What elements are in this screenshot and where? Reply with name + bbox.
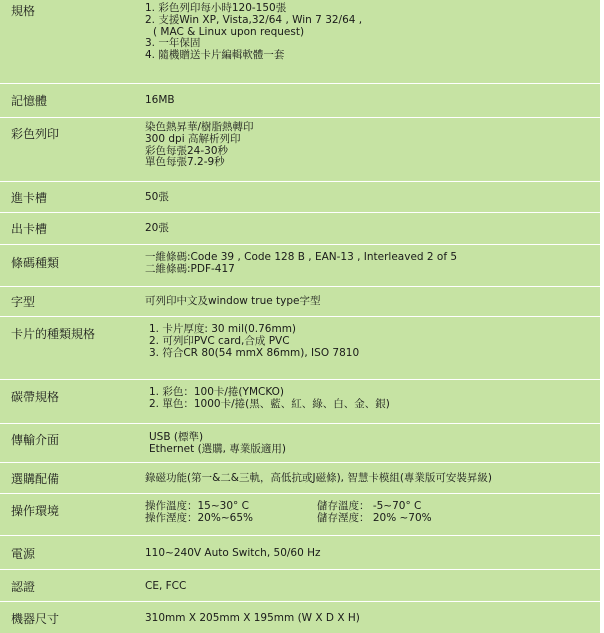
spec-row-card-type: [0, 317, 600, 380]
row-value: 染色熱昇華/樹脂熱轉印 300 dpi 高解析列印 彩色每張24-30秒 單色每張7.2-9秒: [145, 121, 254, 169]
row-value: 1. 彩色列印每小時120-150張 2. 支援Win XP, Vista,32/64 , Win 7 32/64 , ( MAC & Linux upon request) 3. 一年保固 4. 隨機贈送卡片編輯軟體一套: [145, 2, 363, 62]
row-label: 條碼種類: [11, 256, 60, 270]
row-value: USB (標準) Ethernet (選購, 專業版適用): [149, 431, 286, 455]
spec-row-font: [0, 287, 600, 317]
row-label: 選購配備: [11, 472, 60, 486]
row-label: 機器尺寸: [11, 612, 60, 626]
env-line-temperature: 操作溫度：15~30° C 儲存溫度： -5~70° C: [145, 500, 422, 512]
row-label: 彩色列印: [11, 127, 60, 141]
row-label: 電源: [11, 547, 36, 561]
row-label: 規格: [11, 4, 36, 18]
row-value: 20張: [145, 222, 169, 234]
row-label: 出卡槽: [11, 222, 48, 236]
row-value: 一維條碼:Code 39 , Code 128 B , EAN-13 , Interleaved 2 of 5 二維條碼:PDF-417: [145, 251, 458, 275]
row-value: 110~240V Auto Switch, 50/60 Hz: [145, 547, 321, 559]
row-value: 可列印中文及window true type字型: [145, 295, 321, 307]
row-label: 操作環境: [11, 504, 60, 518]
spec-row-color-print: [0, 118, 600, 182]
spec-row-power: [0, 536, 600, 570]
spec-row-output-slot: [0, 213, 600, 245]
row-label: 記憶體: [11, 94, 48, 108]
row-value: [145, 501, 432, 525]
spec-row-environment: [0, 494, 600, 536]
row-value: 16MB: [145, 94, 175, 106]
row-value: 錄磁功能(第一&二&三軌，高低抗或J磁條), 智慧卡模組(專業版可安裝昇級): [145, 472, 493, 484]
row-value: 310mm X 205mm X 195mm (W X D X H): [145, 612, 360, 624]
row-value: 1. 卡片厚度: 30 mil(0.76mm) 2. 可列印PVC card,合成 PVC 3. 符合CR 80(54 mmX 86mm), ISO 7810: [149, 323, 360, 359]
row-label: 碳帶規格: [11, 390, 60, 404]
spec-row-input-slot: [0, 182, 600, 213]
row-label: 傳輸介面: [11, 433, 60, 447]
row-label: 認證: [11, 580, 36, 594]
spec-row-memory: [0, 84, 600, 118]
row-value: 1. 彩色：100卡/捲(YMCKO) 2. 單色：1000卡/捲(黑、藍、紅、綠、白、金、銀): [149, 386, 390, 410]
env-line-humidity: 操作溼度：20%~65% 儲存溼度： 20% ~70%: [145, 511, 432, 524]
spec-row-spec: [0, 0, 600, 84]
spec-row-options: [0, 463, 600, 494]
row-value: CE, FCC: [145, 580, 187, 592]
row-label: 卡片的種類規格: [11, 327, 96, 341]
row-label: 進卡槽: [11, 191, 48, 205]
spec-row-dimensions: [0, 602, 600, 633]
right-edge-stripe: [600, 0, 604, 633]
spec-row-ribbon: [0, 380, 600, 424]
row-value: 50張: [145, 191, 169, 203]
spec-row-barcode: [0, 245, 600, 287]
row-label: 字型: [11, 295, 36, 309]
spec-row-certification: [0, 570, 600, 602]
spec-row-interface: [0, 424, 600, 463]
